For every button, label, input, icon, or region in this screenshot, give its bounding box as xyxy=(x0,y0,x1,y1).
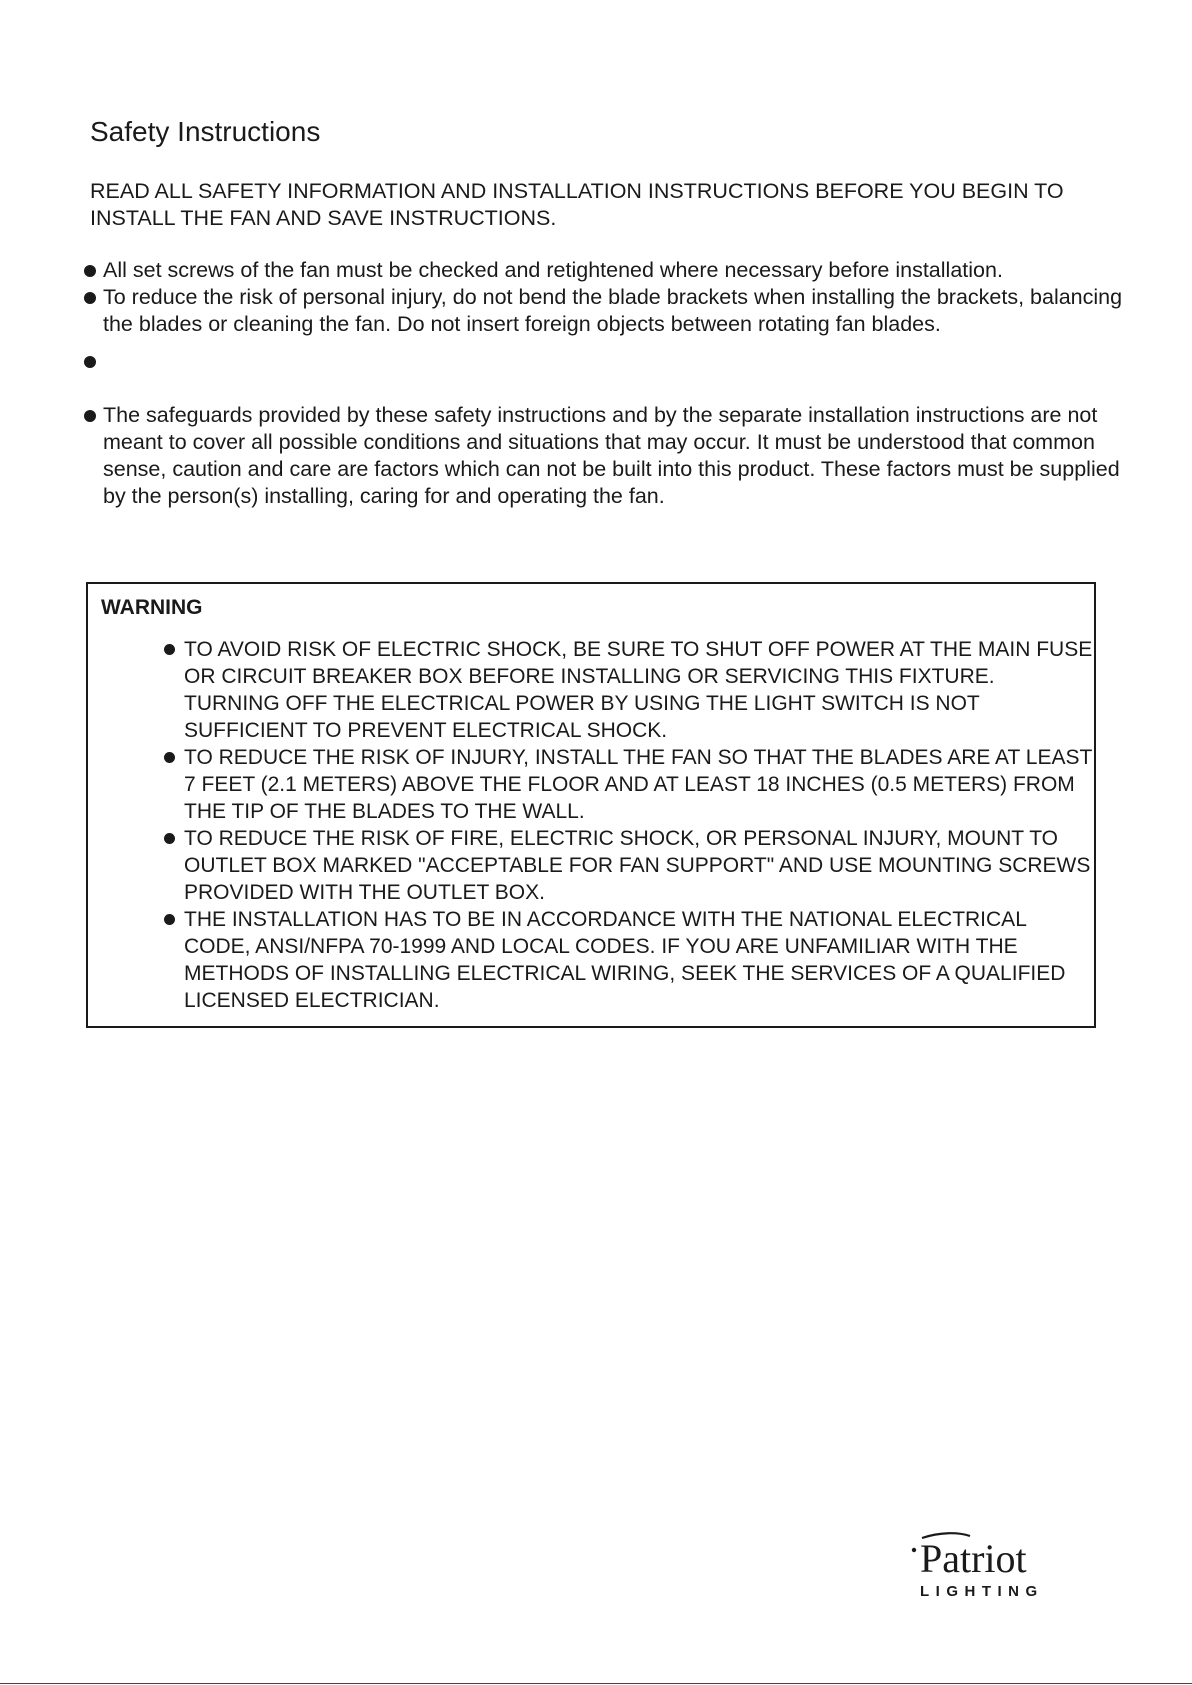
bullet-item-empty xyxy=(82,348,1132,375)
page-title: Safety Instructions xyxy=(90,116,321,147)
logo-brand-text: Patriot xyxy=(920,1536,1027,1581)
intro-paragraph: READ ALL SAFETY INFORMATION AND INSTALLATION INSTRUCTIONS BEFORE YOU BEGIN TO INSTALL THE FAN AND SAVE INSTRUCTIONS. xyxy=(90,179,1064,230)
warning-item xyxy=(164,825,1094,906)
warning-item xyxy=(164,906,1094,1014)
warning-list xyxy=(164,636,1094,1014)
warning-text: TO REDUCE THE RISK OF INJURY, INSTALL THE FAN SO THAT THE BLADES ARE AT LEAST 7 FEET (2.1 METERS) ABOVE THE FLOOR AND AT LEAST 18 INCHES (0.5 METERS) FROM THE TIP OF THE BLADES TO THE WALL. xyxy=(184,746,1092,823)
bullet-text: All set screws of the fan must be checked and retightened where necessary before installation. xyxy=(103,258,1003,282)
bullet-dot-icon xyxy=(84,265,96,277)
warning-text: TO REDUCE THE RISK OF FIRE, ELECTRIC SHOCK, OR PERSONAL INJURY, MOUNT TO OUTLET BOX MARKED "ACCEPTABLE FOR FAN SUPPORT" AND USE MOUNTING SCREWS PROVIDED WITH THE OUTLET BOX. xyxy=(184,827,1091,904)
logo-subtitle-text: LIGHTING xyxy=(920,1583,1044,1600)
bullet-dot-icon xyxy=(164,833,175,844)
bullet-dot-icon xyxy=(164,752,175,763)
bullet-dot-icon xyxy=(164,644,175,655)
bullet-item xyxy=(82,284,1132,338)
warning-item xyxy=(164,636,1094,744)
bullet-item xyxy=(82,402,1132,510)
bottom-rule xyxy=(0,1683,1192,1684)
bullet-dot-icon xyxy=(84,410,96,422)
bullet-item xyxy=(82,257,1132,284)
warning-title: WARNING xyxy=(101,596,203,619)
bullet-dot-icon xyxy=(164,914,175,925)
warning-box xyxy=(86,582,1096,1028)
patriot-lighting-logo xyxy=(910,1530,1080,1602)
bullet-text: To reduce the risk of personal injury, do not bend the blade brackets when installing the brackets, balancing the blades or cleaning the fan. Do not insert foreign objects between rotating fan blades. xyxy=(103,285,1123,336)
bullet-dot-icon xyxy=(84,356,96,368)
warning-text: TO AVOID RISK OF ELECTRIC SHOCK, BE SURE TO SHUT OFF POWER AT THE MAIN FUSE OR CIRCUIT BREAKER BOX BEFORE INSTALLING OR SERVICING THIS FIXTURE. TURNING OFF THE ELECTRICAL POWER BY USING THE LIGHT SWITCH IS NOT SUFFICIENT TO PREVENT ELECTRICAL SHOCK. xyxy=(184,638,1093,742)
safety-bullet-list xyxy=(82,257,1132,510)
warning-item xyxy=(164,744,1094,825)
bullet-text: The safeguards provided by these safety instructions and by the separate installation instructions are not meant to cover all possible conditions and situations that may occur. It must be understood that common sense, caution and care are factors which can not be built into this product. These factors must be supplied by the person(s) installing, caring for and operating the fan. xyxy=(103,403,1120,508)
warning-text: THE INSTALLATION HAS TO BE IN ACCORDANCE WITH THE NATIONAL ELECTRICAL CODE, ANSI/NFPA 70-1999 AND LOCAL CODES. IF YOU ARE UNFAMILIAR WITH THE METHODS OF INSTALLING ELECTRICAL WIRING, SEEK THE SERVICES OF A QUALIFIED LICENSED ELECTRICIAN. xyxy=(184,908,1066,1012)
bullet-dot-icon xyxy=(84,292,96,304)
